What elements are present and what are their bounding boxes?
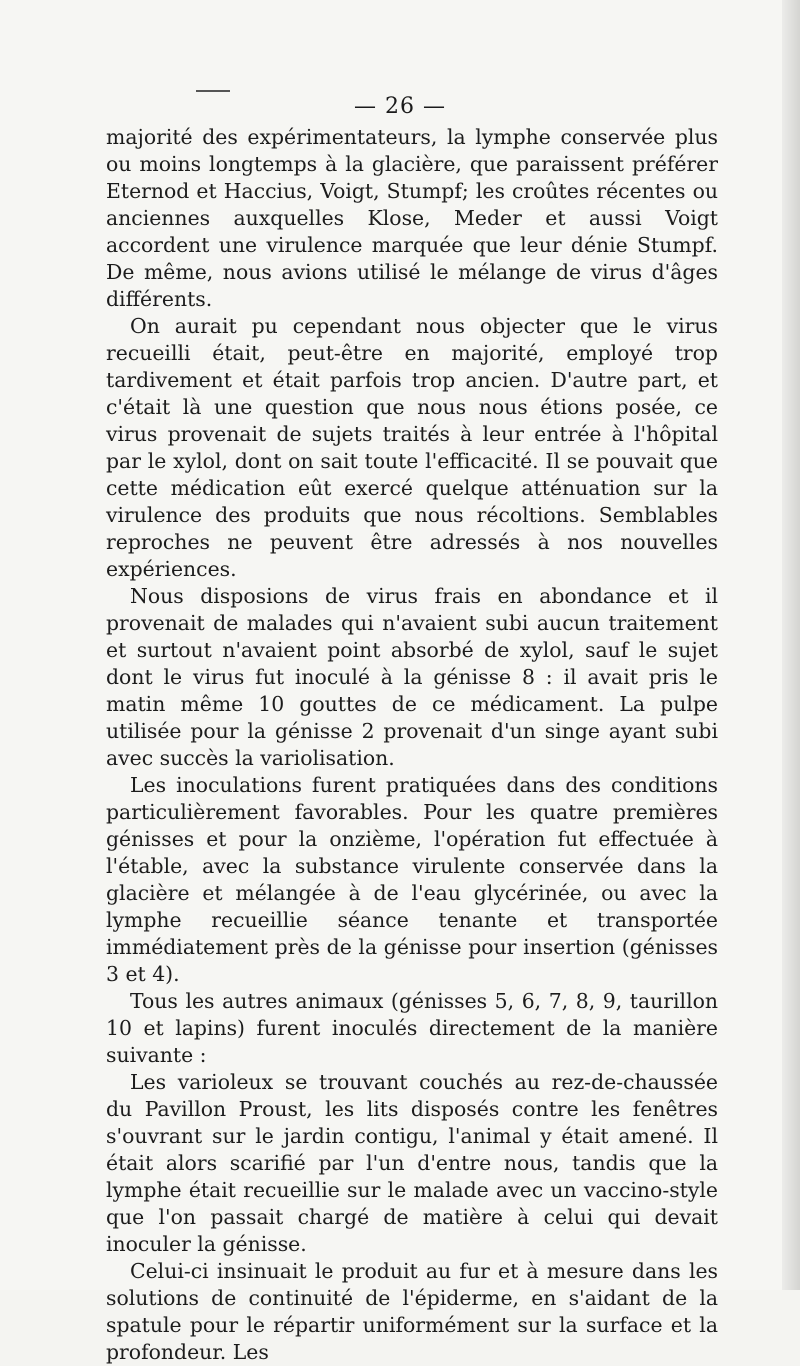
paragraph-insertion: Celui-ci insinuait le produit au fur et à mesure dans les solutions de continuité de l'épiderme, en s'aidant de la spatule pour le répartir uniformément sur la surface et la profondeur. Les [106,1259,718,1364]
paragraph-continued: majorité des expérimentateurs, la lymphe conservée plus ou moins longtemps à la glacière, que paraissent préférer Eternod et Haccius, Voigt, Stumpf; les croûtes récentes ou anciennes auxquelles Klose, Meder et aussi Voigt accordent une virulence marquée que leur dénie Stumpf. De même, nous avions utilisé le mélange de virus d'âges différents. [106,125,718,311]
paragraph-fresh-virus: Nous disposions de virus frais en abondance et il provenait de malades qui n'avaient subi aucun traitement et surtout n'avaient point absorbé de xylol, sauf le sujet dont le virus fut inoculé à la génisse 8 : il avait pris le matin même 10 gouttes de ce médicament. La pulpe utilisée pour la génisse 2 provenait d'un singe ayant subi avec succès la variolisation. [106,584,718,770]
page-edge-shadow [782,0,800,1290]
body-text [106,124,718,1366]
paragraph-inoculations: Les inoculations furent pratiquées dans des conditions particulièrement favorables. Pour les quatre premières génisses et pour la onzième, l'opération fut effectuée à l'étable, avec la substance virulente conservée dans la glacière et mélangée à de l'eau glycérinée, ou avec la lymphe recueillie séance tenante et transportée immédiatement près de la génisse pour insertion (génisses 3 et 4). [106,773,718,986]
page-number: — 26 — [354,94,446,119]
paragraph-other-animals: Tous les autres animaux (génisses 5, 6, 7, 8, 9, taurillon 10 et lapins) furent inoculés directement de la manière suivante : [106,989,718,1067]
ink-dash-mark [196,90,230,92]
paragraph-objection: On aurait pu cependant nous objecter que le virus recueilli était, peut-être en majorité, employé trop tardivement et était parfois trop ancien. D'autre part, et c'était là une question que nous nous étions posée, ce virus provenait de sujets traités à leur entrée à l'hôpital par le xylol, dont on sait toute l'efficacité. Il se pouvait que cette médication eût exercé quelque atténuation sur la virulence des produits que nous récoltions. Semblables reproches ne peuvent être adressés à nos nouvelles expériences. [106,314,718,581]
paragraph-pavillon-proust: Les varioleux se trouvant couchés au rez-de-chaussée du Pavillon Proust, les lits disposés contre les fenêtres s'ouvrant sur le jardin contigu, l'animal y était amené. Il était alors scarifié par l'un d'entre nous, tandis que la lymphe était recueillie sur le malade avec un vaccino-style que l'on passait chargé de matière à celui qui devait inoculer la génisse. [106,1070,718,1256]
